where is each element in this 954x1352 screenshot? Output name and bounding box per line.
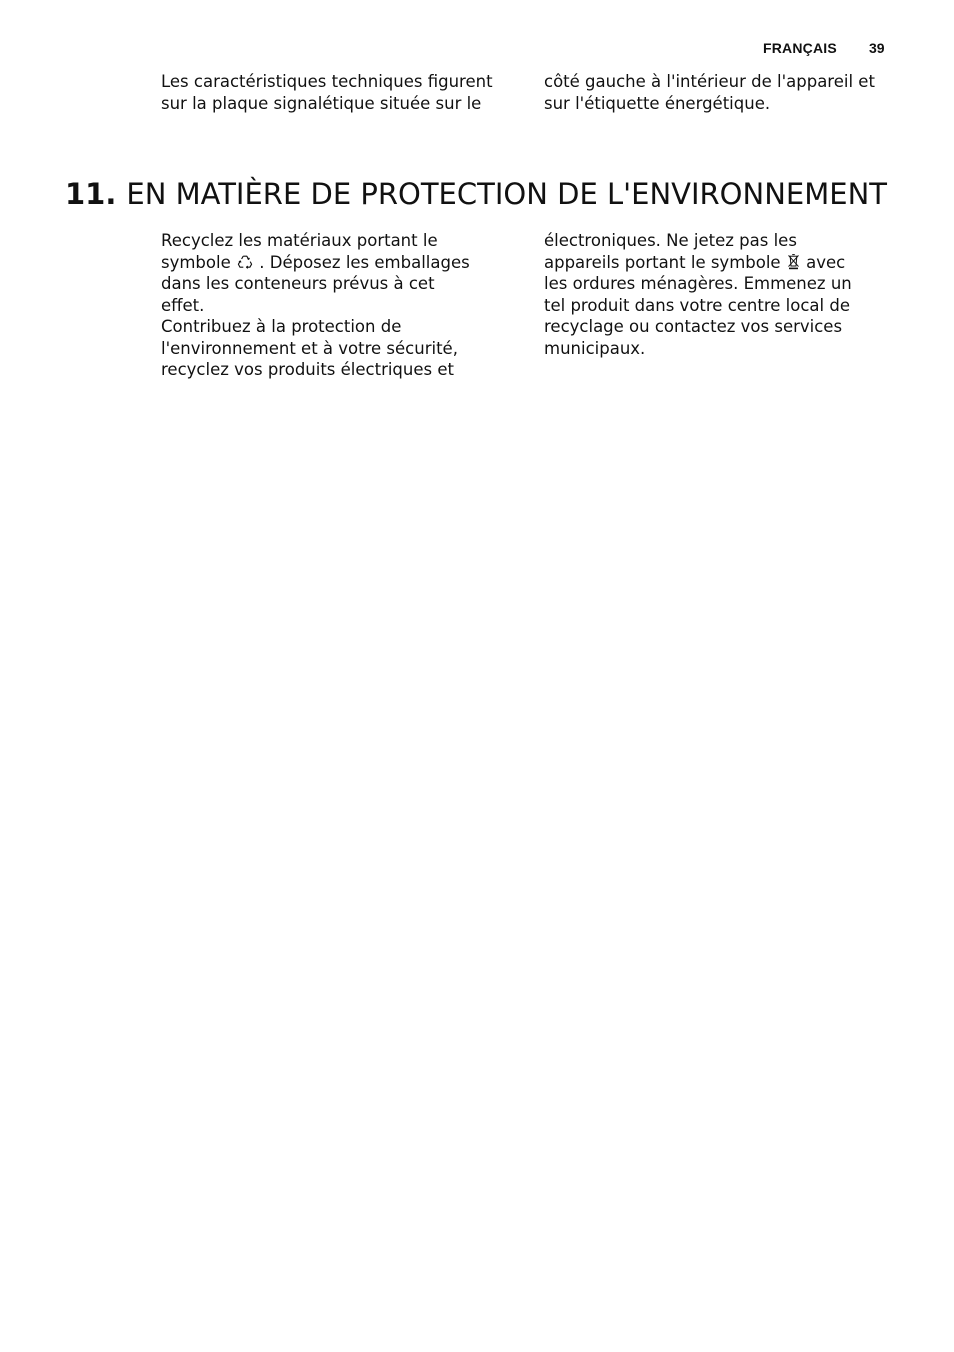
intro-left-line-1: Les caractéristiques techniques figurent	[161, 72, 493, 91]
section-right-line-5: recyclage ou contactez vos services	[544, 317, 843, 336]
section-left-line-2-end: . Déposez les emballages	[259, 252, 470, 272]
section-left-line-5: Contribuez à la protection de	[161, 317, 402, 336]
section-left-column	[161, 230, 470, 381]
section-right-line-3: les ordures ménagères. Emmenez un	[544, 274, 852, 293]
header-language: FRANÇAIS	[763, 40, 837, 56]
page-number: 39	[869, 40, 885, 56]
section-left-line-3: dans les conteneurs prévus à cet	[161, 274, 435, 293]
intro-left-line-2: sur la plaque signalétique située sur le	[161, 93, 482, 113]
section-title-text: EN MATIÈRE DE PROTECTION DE L'ENVIRONNEMENT	[126, 177, 887, 211]
section-right-line-1: électroniques. Ne jetez pas les	[544, 231, 797, 250]
section-right-line-4: tel produit dans votre centre local de	[544, 295, 850, 315]
intro-left-column	[161, 71, 493, 114]
section-left-line-6: l'environnement et à votre sécurité,	[161, 338, 458, 358]
intro-right-column	[544, 71, 875, 114]
crossed-out-bin-icon	[787, 253, 800, 270]
recycle-icon	[237, 254, 253, 270]
section-heading	[65, 175, 887, 213]
section-right-column	[544, 230, 852, 359]
section-right-line-6: municipaux.	[544, 338, 646, 358]
intro-right-line-2: sur l'étiquette énergétique.	[544, 93, 771, 113]
section-left-line-4: effet.	[161, 295, 205, 315]
section-left-line-1: Recyclez les matériaux portant le	[161, 231, 438, 250]
section-number: 11.	[65, 177, 117, 211]
section-right-line-2-start: appareils portant le symbole	[544, 252, 781, 272]
section-left-line-7: recyclez vos produits électriques et	[161, 360, 454, 379]
intro-right-line-1: côté gauche à l'intérieur de l'appareil et	[544, 72, 875, 91]
section-left-line-2	[161, 252, 470, 274]
section-right-line-2-end: avec	[806, 252, 846, 272]
section-right-line-2	[544, 252, 852, 274]
section-left-line-2-start: symbole	[161, 252, 231, 272]
